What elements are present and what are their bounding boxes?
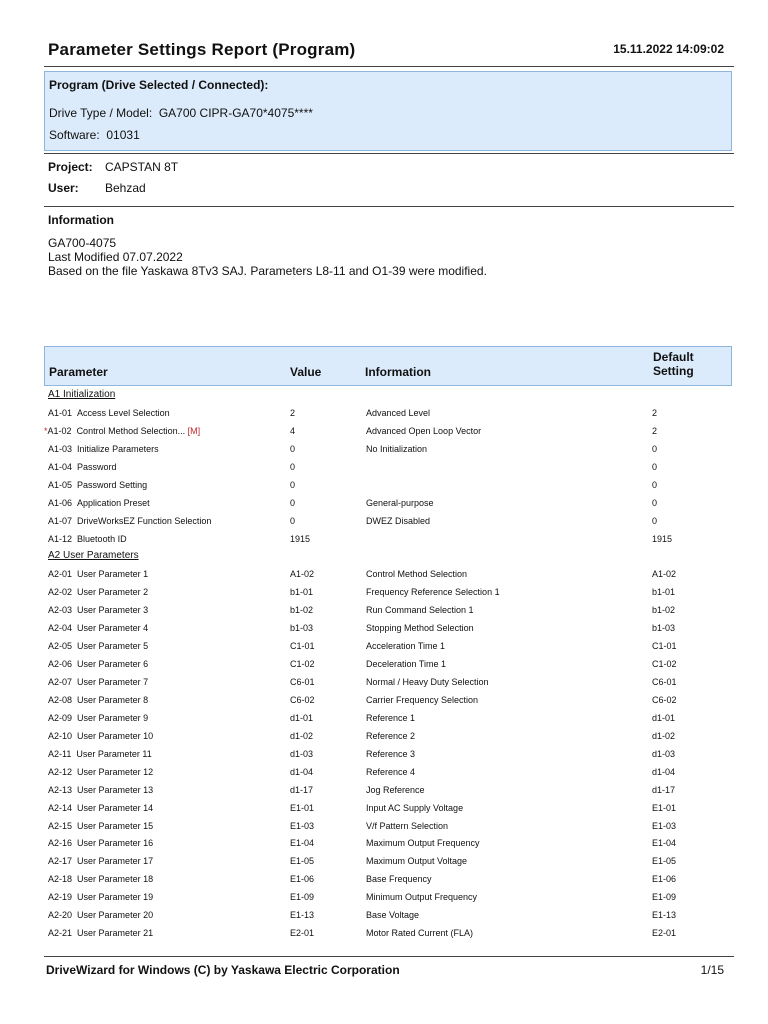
- footer-copyright: DriveWizard for Windows (C) by Yaskawa Electric Corporation: [46, 963, 400, 977]
- user-value: Behzad: [105, 181, 146, 195]
- value-cell: 0: [290, 443, 296, 454]
- parameter-cell: [48, 569, 148, 579]
- parameter-cell: [48, 838, 153, 848]
- information-cell: Advanced Level: [366, 407, 431, 418]
- value-cell: C6-02: [290, 694, 315, 705]
- section-header: [44, 387, 734, 405]
- default-cell: C1-01: [652, 641, 677, 652]
- section-title: A1 Initialization: [48, 389, 116, 400]
- table-row: [44, 889, 734, 907]
- drive-type-row: [49, 106, 313, 120]
- table-row: [44, 566, 734, 584]
- value-cell: b1-01: [290, 587, 314, 598]
- default-cell: d1-17: [652, 784, 676, 795]
- table-row: [44, 800, 734, 818]
- parameter-cell: [48, 516, 211, 526]
- parameter-cell: [48, 749, 152, 759]
- value-cell: C1-01: [290, 641, 315, 652]
- table-row: [44, 513, 734, 531]
- table-row: [44, 782, 734, 800]
- parameter-code: A2-07: [48, 677, 73, 687]
- parameter-cell: [48, 641, 148, 651]
- table-row: [44, 405, 734, 423]
- default-cell: E1-06: [652, 874, 677, 885]
- value-cell: d1-04: [290, 766, 314, 777]
- table-row: [44, 423, 734, 441]
- information-line: Based on the file Yaskawa 8Tv3 SAJ. Parameters L8-11 and O1-39 were modified.: [48, 264, 487, 278]
- value-cell: E1-09: [290, 892, 315, 903]
- default-cell: b1-03: [652, 623, 676, 634]
- project-value: CAPSTAN 8T: [105, 160, 179, 174]
- parameter-name: User Parameter 17: [77, 856, 154, 867]
- information-cell: Jog Reference: [366, 784, 425, 795]
- table-row: [44, 495, 734, 513]
- parameter-code: A2-01: [48, 569, 73, 580]
- parameter-code: A2-10: [48, 730, 73, 741]
- information-cell: Control Method Selection: [366, 569, 468, 580]
- parameter-code: A2-15: [48, 820, 73, 831]
- header-default-line1: Default: [653, 350, 694, 364]
- parameter-cell: [44, 425, 201, 436]
- parameter-cell: [48, 462, 117, 472]
- value-cell: d1-02: [290, 730, 314, 741]
- value-cell: E1-03: [290, 820, 315, 831]
- header-default-line2: Setting: [653, 364, 694, 378]
- table-row: [44, 764, 734, 782]
- parameter-code: A1-03: [48, 443, 73, 454]
- program-box: [44, 71, 732, 151]
- default-cell: E1-13: [652, 910, 677, 921]
- parameter-code: A2-06: [48, 659, 73, 670]
- information-line: Last Modified 07.07.2022: [48, 250, 183, 264]
- default-cell: 2: [652, 407, 658, 418]
- value-cell: b1-03: [290, 623, 314, 634]
- information-line: GA700-4075: [48, 236, 117, 250]
- information-cell: Maximum Output Frequency: [366, 838, 480, 849]
- parameter-name: Application Preset: [77, 497, 150, 508]
- default-cell: E1-09: [652, 892, 677, 903]
- parameter-name: User Parameter 12: [77, 766, 154, 777]
- table-row: [44, 638, 734, 656]
- parameter-table: [44, 387, 734, 943]
- parameter-code: A1-07: [48, 515, 73, 526]
- title-row: [44, 38, 734, 66]
- user-row: [48, 181, 146, 195]
- table-row: [44, 620, 734, 638]
- parameter-cell: [48, 892, 153, 902]
- parameter-name: User Parameter 3: [77, 605, 149, 616]
- parameter-name: User Parameter 5: [77, 641, 149, 652]
- table-row: [44, 907, 734, 925]
- default-cell: A1-02: [652, 569, 677, 580]
- information-cell: Frequency Reference Selection 1: [366, 587, 500, 598]
- default-cell: 0: [652, 479, 658, 490]
- value-cell: d1-01: [290, 712, 314, 723]
- information-cell: Run Command Selection 1: [366, 605, 474, 616]
- software-value: 01031: [106, 128, 140, 142]
- parameter-cell: [48, 587, 148, 597]
- project-label: Project:: [48, 160, 93, 174]
- parameter-code: A1-12: [48, 533, 73, 544]
- default-cell: b1-02: [652, 605, 676, 616]
- parameter-code: A2-05: [48, 641, 73, 652]
- parameter-cell: [48, 785, 153, 795]
- parameter-cell: [48, 534, 127, 544]
- parameter-code: A2-09: [48, 712, 73, 723]
- table-row: [44, 459, 734, 477]
- parameter-code: A2-20: [48, 910, 73, 921]
- parameter-name: User Parameter 14: [77, 802, 154, 813]
- default-cell: 0: [652, 497, 658, 508]
- table-row: [44, 602, 734, 620]
- value-cell: 4: [290, 425, 296, 436]
- parameter-name: User Parameter 1: [77, 569, 149, 580]
- parameter-code: A1-04: [48, 461, 73, 472]
- parameter-name: Initialize Parameters: [77, 443, 159, 454]
- parameter-code: A2-17: [48, 856, 73, 867]
- page-title: Parameter Settings Report (Program): [48, 40, 356, 59]
- parameter-name: Control Method Selection...: [76, 425, 186, 436]
- table-row: [44, 692, 734, 710]
- parameter-name: User Parameter 20: [77, 910, 154, 921]
- parameter-cell: [48, 444, 159, 454]
- parameter-cell: [48, 623, 148, 633]
- software-row: [49, 128, 140, 142]
- parameter-code: A1-05: [48, 479, 73, 490]
- parameter-code: A2-14: [48, 802, 73, 813]
- information-heading: Information: [48, 213, 114, 227]
- default-cell: d1-03: [652, 748, 676, 759]
- information-cell: Stopping Method Selection: [366, 623, 474, 634]
- header-information: Information: [365, 365, 431, 379]
- information-cell: Base Frequency: [366, 874, 432, 885]
- information-text: [48, 236, 487, 278]
- value-cell: d1-17: [290, 784, 314, 795]
- modified-tag: [M]: [187, 425, 201, 436]
- value-cell: 0: [290, 497, 296, 508]
- section-title: A2 User Parameters: [48, 550, 139, 562]
- value-cell: E1-04: [290, 838, 315, 849]
- page-number: 1/15: [700, 963, 724, 977]
- table-row: [44, 584, 734, 602]
- value-cell: E1-06: [290, 874, 315, 885]
- header-value: Value: [290, 365, 322, 379]
- program-divider: [44, 153, 734, 154]
- parameter-name: User Parameter 19: [77, 892, 154, 903]
- information-cell: Normal / Heavy Duty Selection: [366, 677, 489, 687]
- default-cell: E1-04: [652, 838, 677, 849]
- value-cell: d1-03: [290, 748, 314, 759]
- information-cell: DWEZ Disabled: [366, 515, 431, 526]
- table-row: [44, 531, 734, 549]
- value-cell: C6-01: [290, 677, 315, 687]
- value-cell: 0: [290, 461, 296, 472]
- table-header: [44, 346, 732, 386]
- parameter-cell: [48, 659, 148, 669]
- parameter-name: User Parameter 6: [77, 659, 149, 670]
- header-default-setting: [653, 350, 694, 378]
- parameter-cell: [48, 605, 148, 615]
- parameter-code: A2-16: [48, 838, 73, 849]
- parameter-code: A2-12: [48, 766, 73, 777]
- value-cell: 2: [290, 407, 296, 418]
- information-cell: Input AC Supply Voltage: [366, 802, 464, 813]
- default-cell: E1-05: [652, 856, 677, 867]
- information-cell: Reference 1: [366, 712, 416, 723]
- information-cell: V/f Pattern Selection: [366, 820, 449, 831]
- parameter-cell: [48, 767, 153, 777]
- default-cell: C1-02: [652, 659, 677, 670]
- value-cell: A1-02: [290, 569, 315, 580]
- drive-type-label: Drive Type / Model:: [49, 106, 153, 120]
- parameter-cell: [48, 821, 153, 831]
- information-cell: Advanced Open Loop Vector: [366, 425, 482, 436]
- section-header: [44, 548, 734, 566]
- parameter-name: User Parameter 11: [76, 748, 152, 759]
- information-cell: Deceleration Time 1: [366, 659, 447, 670]
- parameter-code: A1-02: [47, 425, 72, 436]
- parameter-name: User Parameter 13: [77, 784, 154, 795]
- parameter-code: A2-02: [48, 587, 73, 598]
- information-cell: Reference 3: [366, 748, 416, 759]
- parameter-name: User Parameter 10: [77, 730, 154, 741]
- default-cell: 2: [652, 425, 658, 436]
- information-cell: Motor Rated Current (FLA): [366, 928, 474, 939]
- table-row: [44, 477, 734, 495]
- parameter-name: Access Level Selection: [77, 407, 170, 418]
- parameter-cell: [48, 713, 148, 723]
- footer-divider: [44, 956, 734, 957]
- parameter-cell: [48, 498, 150, 508]
- table-row: [44, 746, 734, 764]
- modified-marker: *: [44, 425, 48, 436]
- program-heading: Program (Drive Selected / Connected):: [49, 78, 269, 92]
- title-divider: [44, 66, 734, 67]
- parameter-cell: [48, 928, 153, 938]
- parameter-name: User Parameter 15: [77, 820, 154, 831]
- parameter-code: A2-13: [48, 784, 73, 795]
- software-label: Software:: [49, 128, 100, 142]
- default-cell: d1-01: [652, 712, 676, 723]
- table-row: [44, 728, 734, 746]
- parameter-name: Bluetooth ID: [77, 533, 127, 544]
- information-cell: Reference 2: [366, 730, 416, 741]
- table-row: [44, 441, 734, 459]
- parameter-name: DriveWorksEZ Function Selection: [77, 515, 212, 526]
- value-cell: 1915: [290, 533, 311, 544]
- parameter-name: User Parameter 4: [77, 623, 149, 634]
- default-cell: E2-01: [652, 928, 677, 939]
- information-cell: Maximum Output Voltage: [366, 856, 468, 867]
- parameter-code: A2-04: [48, 623, 73, 634]
- value-cell: E1-13: [290, 910, 315, 921]
- default-cell: d1-04: [652, 766, 676, 777]
- information-cell: Reference 4: [366, 766, 416, 777]
- value-cell: 0: [290, 515, 296, 526]
- user-label: User:: [48, 181, 79, 195]
- parameter-name: Password Setting: [77, 479, 148, 490]
- parameter-cell: [48, 408, 170, 418]
- value-cell: E2-01: [290, 928, 315, 939]
- parameter-code: A2-19: [48, 892, 73, 903]
- header-parameter: Parameter: [49, 365, 108, 379]
- default-cell: d1-02: [652, 730, 676, 741]
- parameter-code: A1-06: [48, 497, 73, 508]
- parameter-name: User Parameter 7: [77, 677, 149, 687]
- information-cell: No Initialization: [366, 443, 428, 454]
- value-cell: E1-05: [290, 856, 315, 867]
- default-cell: 0: [652, 515, 658, 526]
- default-cell: C6-02: [652, 694, 677, 705]
- parameter-cell: [48, 803, 153, 813]
- table-row: [44, 710, 734, 728]
- default-cell: 0: [652, 443, 658, 454]
- default-cell: C6-01: [652, 677, 677, 687]
- table-row: [44, 871, 734, 889]
- information-cell: General-purpose: [366, 497, 434, 508]
- parameter-cell: [48, 695, 148, 705]
- value-cell: C1-02: [290, 659, 315, 670]
- parameter-code: A2-21: [48, 928, 73, 939]
- table-row: [44, 656, 734, 674]
- default-cell: 0: [652, 461, 658, 472]
- parameter-cell: [48, 910, 153, 920]
- default-cell: 1915: [652, 533, 673, 544]
- parameter-name: User Parameter 18: [77, 874, 154, 885]
- value-cell: 0: [290, 479, 296, 490]
- report-datetime: 15.11.2022 14:09:02: [613, 42, 724, 56]
- default-cell: E1-01: [652, 802, 677, 813]
- information-cell: Minimum Output Frequency: [366, 892, 478, 903]
- parameter-code: A2-03: [48, 605, 73, 616]
- parameter-cell: [48, 731, 153, 741]
- parameter-name: User Parameter 8: [77, 694, 149, 705]
- parameter-cell: [48, 480, 147, 490]
- parameter-code: A2-11: [48, 748, 72, 759]
- table-row: [44, 818, 734, 836]
- parameter-code: A2-18: [48, 874, 73, 885]
- value-cell: E1-01: [290, 802, 315, 813]
- table-row: [44, 835, 734, 853]
- information-cell: Acceleration Time 1: [366, 641, 446, 652]
- parameter-code: A1-01: [48, 407, 73, 418]
- table-row: [44, 925, 734, 943]
- parameter-name: User Parameter 2: [77, 587, 149, 598]
- table-row: [44, 674, 734, 692]
- parameter-name: User Parameter 21: [77, 928, 154, 939]
- parameter-name: User Parameter 9: [77, 712, 149, 723]
- parameter-cell: [48, 874, 153, 884]
- information-cell: Carrier Frequency Selection: [366, 694, 479, 705]
- parameter-cell: [48, 677, 148, 687]
- parameter-name: Password: [77, 461, 117, 472]
- default-cell: b1-01: [652, 587, 676, 598]
- parameter-code: A2-08: [48, 694, 73, 705]
- parameter-name: User Parameter 16: [77, 838, 154, 849]
- table-row: [44, 853, 734, 871]
- project-row: [48, 160, 178, 174]
- default-cell: E1-03: [652, 820, 677, 831]
- project-divider: [44, 206, 734, 207]
- value-cell: b1-02: [290, 605, 314, 616]
- parameter-cell: [48, 856, 153, 866]
- information-cell: Base Voltage: [366, 910, 420, 921]
- drive-type-value: GA700 CIPR-GA70*4075****: [158, 106, 313, 120]
